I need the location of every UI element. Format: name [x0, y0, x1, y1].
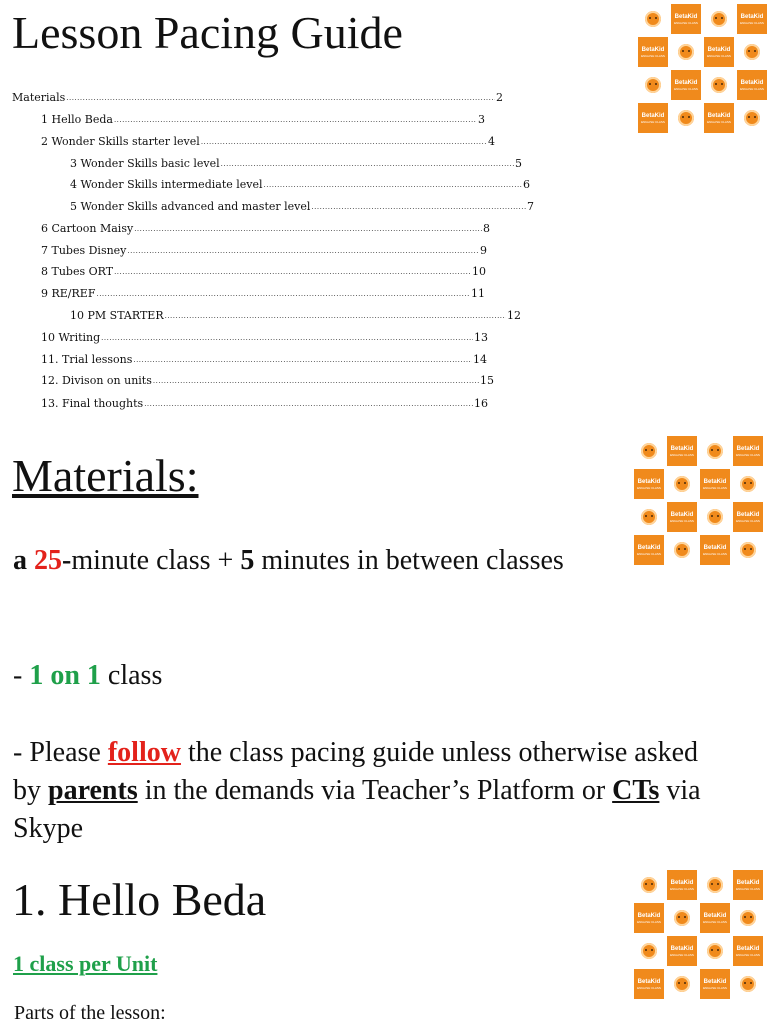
- brand-tile: [700, 535, 730, 565]
- mascot-icon: [733, 969, 763, 999]
- one-on-one: 1 on 1: [29, 660, 101, 691]
- brand-tagline: ENGLISH CLASS: [674, 20, 698, 25]
- toc-entry-page: 4: [488, 135, 495, 148]
- materials-line-format: [13, 657, 623, 695]
- mascot-face-icon: [678, 110, 694, 126]
- text-between: minutes in between classes: [254, 545, 564, 576]
- mascot-face-icon: [711, 11, 727, 27]
- brand-tile: [733, 436, 763, 466]
- mascot-icon: [700, 436, 730, 466]
- materials-heading: Materials:: [12, 450, 199, 501]
- brand-tile: [634, 469, 664, 499]
- brand-name: BetaKid: [703, 978, 727, 985]
- mascot-face-icon: [674, 476, 690, 492]
- brand-tile: [737, 4, 767, 34]
- toc-entry[interactable]: [41, 287, 485, 301]
- brand-tagline: ENGLISH CLASS: [707, 53, 731, 58]
- brand-name: BetaKid: [674, 79, 698, 86]
- mascot-face-icon: [740, 542, 756, 558]
- brand-tile: [667, 870, 697, 900]
- toc-entry[interactable]: [70, 200, 534, 214]
- mascot-icon: [700, 936, 730, 966]
- toc-leader-dots: [101, 331, 473, 345]
- brand-name: BetaKid: [740, 13, 764, 20]
- mascot-face-icon: [744, 110, 760, 126]
- parents-emphasis: parents: [48, 775, 138, 806]
- toc-leader-dots: [96, 287, 470, 301]
- brand-tagline: ENGLISH CLASS: [740, 86, 764, 91]
- brand-name: BetaKid: [707, 46, 731, 53]
- toc-leader-dots: [134, 222, 482, 236]
- mascot-icon: [667, 535, 697, 565]
- brand-name: BetaKid: [703, 544, 727, 551]
- toc-entry-label: 11. Trial lessons: [41, 353, 133, 366]
- toc-entry[interactable]: [41, 244, 487, 258]
- mascot-face-icon: [641, 443, 657, 459]
- mascot-icon: [700, 870, 730, 900]
- mascot-icon: [700, 502, 730, 532]
- class-minutes: 25: [34, 545, 62, 576]
- toc-entry-label: 2 Wonder Skills starter level: [41, 135, 200, 148]
- toc-entry[interactable]: [41, 135, 495, 149]
- brand-tagline: ENGLISH CLASS: [736, 952, 760, 957]
- toc-entry-label: 8 Tubes ORT: [41, 265, 114, 278]
- brand-tagline: ENGLISH CLASS: [703, 551, 727, 556]
- toc-entry-label: 10 Writing: [41, 331, 101, 344]
- mascot-face-icon: [674, 910, 690, 926]
- text-dash: -: [62, 545, 72, 576]
- text-dash: -: [13, 660, 30, 691]
- brand-logo-grid: [634, 870, 764, 1000]
- toc-leader-dots: [221, 157, 514, 171]
- break-minutes: 5: [240, 545, 255, 576]
- mascot-face-icon: [674, 542, 690, 558]
- mascot-icon: [704, 70, 734, 100]
- brand-tagline: ENGLISH CLASS: [641, 119, 665, 124]
- text-class: class: [100, 660, 163, 691]
- brand-tile: [671, 4, 701, 34]
- toc-leader-dots: [127, 244, 479, 258]
- mascot-icon: [634, 502, 664, 532]
- brand-name: BetaKid: [736, 445, 760, 452]
- brand-tile: [700, 969, 730, 999]
- toc-entry-page: 13: [474, 331, 488, 344]
- brand-tile: [733, 502, 763, 532]
- text-please: - Please: [13, 737, 108, 768]
- toc-entry[interactable]: [70, 157, 522, 171]
- toc-entry[interactable]: [41, 331, 488, 345]
- brand-name: BetaKid: [674, 13, 698, 20]
- toc-entry[interactable]: [70, 178, 530, 192]
- mascot-icon: [671, 103, 701, 133]
- brand-logo-grid: [638, 4, 768, 134]
- mascot-icon: [737, 37, 767, 67]
- toc-entry-page: 12: [507, 309, 521, 322]
- toc-leader-dots: [153, 374, 479, 388]
- brand-tagline: ENGLISH CLASS: [740, 20, 764, 25]
- toc-entry-label: Materials: [12, 91, 66, 104]
- mascot-icon: [634, 436, 664, 466]
- toc-leader-dots: [311, 200, 526, 214]
- mascot-icon: [737, 103, 767, 133]
- brand-name: BetaKid: [637, 478, 661, 485]
- toc-entry-page: 5: [515, 157, 522, 170]
- text-minute-class: minute class +: [71, 545, 241, 576]
- brand-name: BetaKid: [637, 544, 661, 551]
- brand-tile: [704, 37, 734, 67]
- toc-entry-page: 6: [523, 178, 530, 191]
- brand-tagline: ENGLISH CLASS: [703, 919, 727, 924]
- brand-tagline: ENGLISH CLASS: [641, 53, 665, 58]
- brand-name: BetaKid: [670, 511, 694, 518]
- toc-entry-label: 6 Cartoon Maisy: [41, 222, 134, 235]
- toc-entry-label: 5 Wonder Skills advanced and master level: [70, 200, 311, 213]
- brand-tagline: ENGLISH CLASS: [736, 886, 760, 891]
- toc-entry-page: 14: [473, 353, 487, 366]
- brand-logo-grid: [634, 436, 764, 566]
- toc-leader-dots: [66, 91, 495, 105]
- toc-entry-page: 2: [496, 91, 503, 104]
- brand-tile: [733, 870, 763, 900]
- brand-name: BetaKid: [703, 478, 727, 485]
- brand-tagline: ENGLISH CLASS: [736, 452, 760, 457]
- brand-tile: [634, 903, 664, 933]
- mascot-icon: [667, 969, 697, 999]
- toc-entry-page: 16: [474, 397, 488, 410]
- mascot-face-icon: [744, 44, 760, 60]
- brand-tagline: ENGLISH CLASS: [637, 985, 661, 990]
- mascot-icon: [733, 903, 763, 933]
- brand-tile: [700, 903, 730, 933]
- brand-name: BetaKid: [707, 112, 731, 119]
- mascot-icon: [733, 535, 763, 565]
- brand-name: BetaKid: [736, 945, 760, 952]
- mascot-face-icon: [711, 77, 727, 93]
- toc-leader-dots: [264, 178, 522, 192]
- toc-entry-label: 9 RE/REF: [41, 287, 96, 300]
- toc-entry[interactable]: [41, 113, 485, 127]
- toc-entry-label: 12. Divison on units: [41, 374, 152, 387]
- brand-tile: [638, 37, 668, 67]
- cts-emphasis: CTs: [612, 775, 660, 806]
- mascot-face-icon: [641, 877, 657, 893]
- toc-entry-page: 9: [480, 244, 487, 257]
- toc-entry[interactable]: [41, 374, 494, 388]
- text-a: a: [13, 545, 34, 576]
- mascot-icon: [671, 37, 701, 67]
- toc-entry[interactable]: [70, 309, 521, 323]
- brand-name: BetaKid: [670, 879, 694, 886]
- brand-tagline: ENGLISH CLASS: [707, 119, 731, 124]
- toc-entry[interactable]: [12, 91, 503, 105]
- mascot-icon: [638, 4, 668, 34]
- brand-tagline: ENGLISH CLASS: [703, 485, 727, 490]
- text-platform: in the demands via Teacher’s Platform or: [137, 775, 613, 806]
- mascot-face-icon: [645, 77, 661, 93]
- brand-tagline: ENGLISH CLASS: [670, 518, 694, 523]
- parts-of-lesson-label: Parts of the lesson:: [14, 1002, 166, 1024]
- mascot-icon: [634, 936, 664, 966]
- brand-tagline: ENGLISH CLASS: [670, 452, 694, 457]
- text-pacing: the class pacing guide unless otherwise asked by: [13, 737, 699, 806]
- text-skype: via Skype: [13, 775, 701, 844]
- hello-beda-subheading: 1 class per Unit: [13, 951, 158, 976]
- brand-name: BetaKid: [670, 445, 694, 452]
- brand-tile: [700, 469, 730, 499]
- toc-leader-dots: [133, 353, 472, 367]
- brand-tagline: ENGLISH CLASS: [670, 952, 694, 957]
- mascot-face-icon: [707, 943, 723, 959]
- toc-entry[interactable]: [41, 353, 487, 367]
- toc-entry[interactable]: [41, 222, 490, 236]
- brand-name: BetaKid: [703, 912, 727, 919]
- brand-name: BetaKid: [641, 46, 665, 53]
- brand-tile: [737, 70, 767, 100]
- mascot-face-icon: [740, 910, 756, 926]
- brand-name: BetaKid: [736, 879, 760, 886]
- toc-leader-dots: [201, 135, 487, 149]
- brand-tile: [634, 535, 664, 565]
- brand-tagline: ENGLISH CLASS: [637, 551, 661, 556]
- mascot-face-icon: [740, 476, 756, 492]
- brand-name: BetaKid: [740, 79, 764, 86]
- brand-tagline: ENGLISH CLASS: [670, 886, 694, 891]
- brand-tile: [671, 70, 701, 100]
- mascot-face-icon: [707, 443, 723, 459]
- brand-tagline: ENGLISH CLASS: [637, 919, 661, 924]
- brand-tile: [704, 103, 734, 133]
- toc-leader-dots: [165, 309, 506, 323]
- mascot-icon: [667, 903, 697, 933]
- brand-tile: [667, 436, 697, 466]
- brand-name: BetaKid: [641, 112, 665, 119]
- toc-entry-page: 10: [472, 265, 486, 278]
- brand-name: BetaKid: [670, 945, 694, 952]
- toc-entry-page: 7: [527, 200, 534, 213]
- mascot-icon: [638, 70, 668, 100]
- mascot-face-icon: [645, 11, 661, 27]
- brand-name: BetaKid: [637, 978, 661, 985]
- mascot-face-icon: [674, 976, 690, 992]
- toc-entry-page: 15: [480, 374, 494, 387]
- toc-entry-label: 7 Tubes Disney: [41, 244, 127, 257]
- page-title: Lesson Pacing Guide: [12, 7, 403, 58]
- toc-entry-label: 3 Wonder Skills basic level: [70, 157, 220, 170]
- toc-entry-label: 4 Wonder Skills intermediate level: [70, 178, 263, 191]
- brand-tile: [667, 936, 697, 966]
- toc-entry-page: 8: [483, 222, 490, 235]
- toc-leader-dots: [144, 397, 473, 411]
- mascot-face-icon: [641, 943, 657, 959]
- toc-entry[interactable]: [41, 397, 488, 411]
- toc-entry-label: 13. Final thoughts: [41, 397, 144, 410]
- brand-tile: [733, 936, 763, 966]
- brand-tile: [634, 969, 664, 999]
- toc-entry-label: 10 PM STARTER: [70, 309, 164, 322]
- materials-line-follow: [13, 734, 713, 848]
- brand-tagline: ENGLISH CLASS: [674, 86, 698, 91]
- toc-leader-dots: [114, 265, 471, 279]
- mascot-icon: [667, 469, 697, 499]
- materials-line-duration: [13, 542, 623, 580]
- toc-entry-label: 1 Hello Beda: [41, 113, 113, 126]
- mascot-face-icon: [707, 509, 723, 525]
- brand-name: BetaKid: [637, 912, 661, 919]
- toc-entry[interactable]: [41, 265, 486, 279]
- follow-emphasis: follow: [107, 737, 181, 768]
- mascot-icon: [733, 469, 763, 499]
- hello-beda-heading: 1. Hello Beda: [12, 874, 267, 925]
- toc-entry-page: 3: [478, 113, 485, 126]
- mascot-face-icon: [641, 509, 657, 525]
- mascot-icon: [634, 870, 664, 900]
- toc-entry-page: 11: [471, 287, 485, 300]
- mascot-face-icon: [678, 44, 694, 60]
- mascot-face-icon: [707, 877, 723, 893]
- mascot-face-icon: [740, 976, 756, 992]
- mascot-icon: [704, 4, 734, 34]
- brand-tile: [667, 502, 697, 532]
- brand-tile: [638, 103, 668, 133]
- brand-tagline: ENGLISH CLASS: [703, 985, 727, 990]
- brand-name: BetaKid: [736, 511, 760, 518]
- toc-leader-dots: [114, 113, 477, 127]
- brand-tagline: ENGLISH CLASS: [637, 485, 661, 490]
- brand-tagline: ENGLISH CLASS: [736, 518, 760, 523]
